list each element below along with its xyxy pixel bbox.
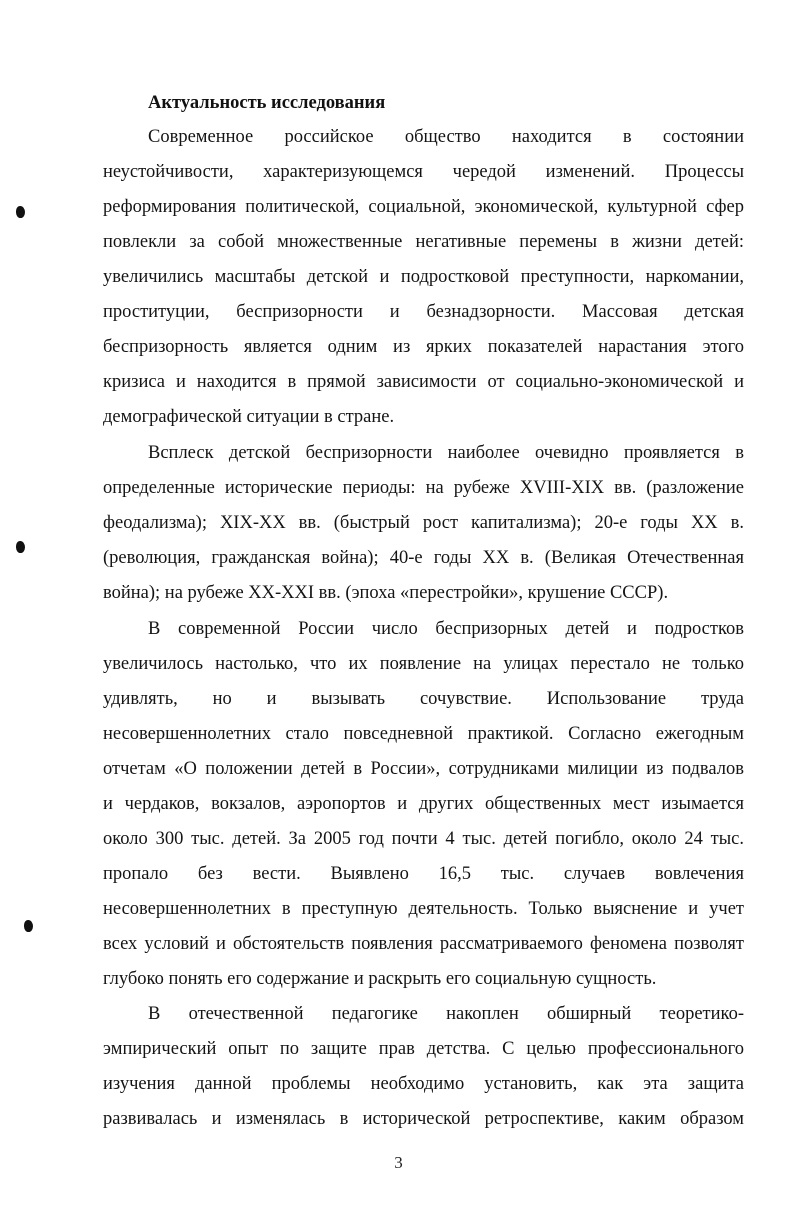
text-line: Современное российское общество находится в состоянии — [148, 127, 744, 147]
text-line: феодализма); XIX-XX вв. (быстрый рост капитализма); 20-е годы XX в. — [103, 513, 744, 533]
text-line: увеличилось настолько, что их появление на улицах перестало не только — [103, 654, 744, 674]
text-line: эмпирический опыт по защите прав детства. С целью профессионального — [103, 1039, 744, 1059]
text-line: демографической ситуации в стране. — [103, 407, 395, 427]
text-line: несовершеннолетних в преступную деятельность. Только выяснение и учет — [103, 899, 744, 919]
text-line: беспризорность является одним из ярких показателей нарастания этого — [103, 337, 744, 357]
text-line: Всплеск детской беспризорности наиболее очевидно проявляется в — [148, 443, 744, 463]
text-line: удивлять, но и вызывать сочувствие. Использование труда — [103, 689, 744, 709]
text-line: неустойчивости, характеризующемся чередой изменений. Процессы — [103, 162, 744, 182]
text-line: всех условий и обстоятельств появления рассматриваемого феномена позволят — [103, 934, 744, 954]
text-line: определенные исторические периоды: на рубеже XVIII-XIX вв. (разложение — [103, 478, 744, 498]
binding-hole-mark — [24, 920, 33, 932]
text-line: глубоко понять его содержание и раскрыть его социальную сущность. — [103, 969, 657, 989]
text-line: несовершеннолетних стало повседневной практикой. Согласно ежегодным — [103, 724, 744, 744]
text-line: (революция, гражданская война); 40-е годы XX в. (Великая Отечественная — [103, 548, 744, 568]
text-line: кризиса и находится в прямой зависимости от социально-экономической и — [103, 372, 744, 392]
text-line: реформирования политической, социальной, экономической, культурной сфер — [103, 197, 744, 217]
section-heading: Актуальность исследования — [148, 93, 386, 113]
text-line: около 300 тыс. детей. За 2005 год почти 4 тыс. детей погибло, около 24 тыс. — [103, 829, 744, 849]
text-line: повлекли за собой множественные негативные перемены в жизни детей: — [103, 232, 744, 252]
text-line: война); на рубеже XX-XXI вв. (эпоха «перестройки», крушение СССР). — [103, 583, 669, 603]
text-line: В отечественной педагогике накоплен обширный теоретико- — [148, 1004, 744, 1024]
text-line: проституции, беспризорности и безнадзорности. Массовая детская — [103, 302, 744, 322]
text-line: отчетам «О положении детей в России», сотрудниками милиции из подвалов — [103, 759, 744, 779]
text-line: увеличились масштабы детской и подростковой преступности, наркомании, — [103, 267, 744, 287]
text-line: и чердаков, вокзалов, аэропортов и других общественных мест изымается — [103, 794, 744, 814]
page-number: 3 — [394, 1153, 403, 1172]
text-line: развивалась и изменялась в исторической ретроспективе, каким образом — [103, 1109, 744, 1129]
text-line: В современной России число беспризорных детей и подростков — [148, 619, 744, 639]
text-line: пропало без вести. Выявлено 16,5 тыс. случаев вовлечения — [103, 864, 744, 884]
text-line: изучения данной проблемы необходимо установить, как эта защита — [103, 1074, 744, 1094]
binding-hole-mark — [16, 541, 25, 553]
binding-hole-mark — [16, 206, 25, 218]
